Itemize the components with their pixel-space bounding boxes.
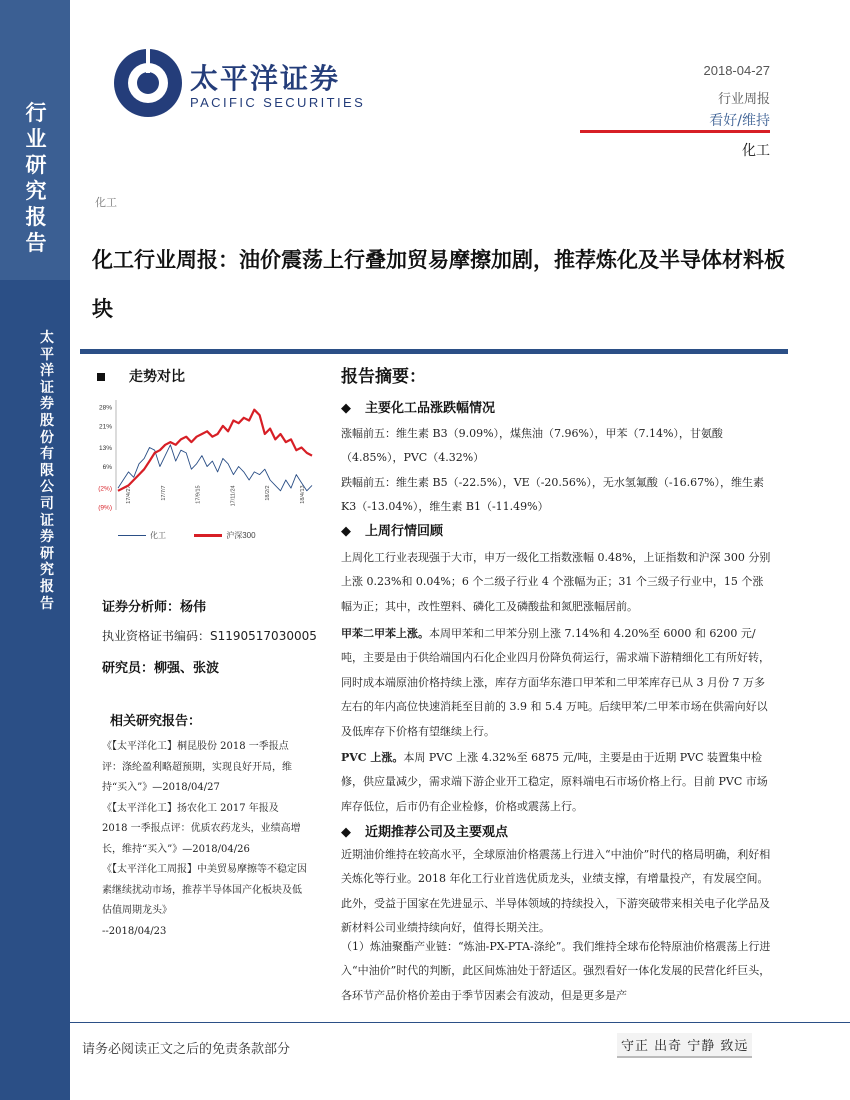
breadcrumb: 化工 (95, 196, 117, 209)
series-line-1 (118, 410, 312, 491)
toluene-lead: 甲苯二甲苯上涨。 (341, 627, 429, 640)
related-report-item[interactable]: 《【太平洋化工】桐昆股份 2018 一季报点评：涤纶盈利略超预期，实现良好开局，维持“买入”》—2018/04/27 (102, 741, 292, 793)
toluene-text: 本周甲苯和二甲苯分别上涨 7.14%和 4.20%至 6000 和 6200 元/吨，主要是由于供给端国内石化企业四月份降负荷运行，需求端下游精细化工有所好转，同时成本端原油价格持续上涨，库存方面华东港口甲苯和二甲苯库存已从 3 月份 7 万多左右的年内高位快速消耗至目前的 3.9 和 5.4 万吨。后续甲苯/二甲苯市场在供需向好以及低库存下价格有望继续上行。 (341, 627, 770, 738)
x-tick-label: 17/9/15 (195, 485, 202, 504)
researchers: 研究员：柳强、张波 (102, 661, 220, 676)
page-title: 化工行业周报：油价震荡上行叠加贸易摩擦加剧，推荐炼化及半导体材料板块 (92, 248, 785, 321)
legend-swatch-0 (118, 535, 146, 536)
trend-heading-text: 走势对比 (129, 369, 185, 385)
series-line-0 (118, 445, 312, 491)
x-tick-label: 17/11/24 (230, 485, 237, 507)
x-tick-label: 17/7/7 (160, 485, 167, 501)
legend-swatch-1 (194, 534, 222, 537)
x-tick-label: 18/4/13 (300, 485, 306, 504)
section-heading-text: 主要化工品涨跌幅情况 (365, 401, 496, 416)
related-report-item[interactable]: 《【太平洋化工】扬农化工 2017 年报及 2018 一季报点评：优质农药龙头，业绩高增长，维持“买入”》—2018/04/26 (102, 802, 301, 855)
related-reports-list (102, 737, 307, 942)
x-tick-label: 17/4/27 (126, 485, 132, 504)
analyst-cert: 执业资格证书编码：S1190517030005 (102, 629, 317, 643)
header-divider (580, 130, 770, 133)
pvc-text: 本周 PVC 上涨 4.32%至 6875 元/吨，主要是由于近期 PVC 装置集中检修，供应量减少，需求端下游企业开工稳定，原料端电石市场价格上行。目前 PVC 市场库存低位，后市仍有企业检修，价格或震荡上行。 (341, 751, 768, 813)
rating-label: 看好/维持 (709, 113, 770, 129)
footer-divider (70, 1022, 850, 1023)
analyst-name: 证券分析师：杨伟 (102, 600, 207, 615)
square-bullet-icon (97, 373, 105, 381)
pvc-paragraph (341, 746, 773, 819)
company-motto: 守正 出奇 宁静 致远 (617, 1033, 752, 1058)
trend-heading (97, 366, 185, 386)
industry-label: 化工 (742, 143, 770, 159)
market-review-paragraph: 上周化工行业表现强于大市，申万一级化工指数涨幅 0.48%，上证指数和沪深 300 分别上涨 0.23%和 0.04%；6 个二级子行业 4 个涨幅为正；31 个三级子行业中，15 个涨幅为正；其中，改性塑料、磷化工及磷酸盐和氮肥涨幅居前。 (341, 551, 771, 613)
y-tick-label: 13% (98, 445, 112, 453)
y-tick-label: (2%) (98, 485, 112, 493)
refining-paragraph: （1）炼油聚酯产业链：“炼油-PX-PTA-涤纶”。我们维持全球布伦特原油价格震荡上行进入“中油价”时代的判断，此区间炼油处于舒适区。强烈看好一体化发展的民营化纤巨头，各环节产品价格价差由于季节因素会有波动，但是更多是产 (341, 940, 771, 1002)
abstract-heading: 报告摘要： (341, 367, 426, 387)
legend-label-1: 沪深300 (226, 531, 256, 540)
company-name-vertical: 太平洋证券股份有限公司证券研究报告 (40, 330, 54, 612)
section-heading-prices (341, 397, 495, 416)
section-heading-text: 上周行情回顾 (365, 524, 444, 539)
disclaimer-note: 请务必阅读正文之后的免责条款部分 (82, 1042, 291, 1057)
y-tick-label: (9%) (98, 504, 112, 512)
section-heading-text: 近期推荐公司及主要观点 (365, 825, 509, 840)
recommend-paragraph: 近期油价维持在较高水平，全球原油价格震荡上行进入“中油价”时代的格局明确，利好相关炼化等行业。2018 年化工行业首选优质龙头，业绩支撑，有增量投产，有发展空间。此外，受益于国家在先进显示、半导体领域的持续投入，下游突破带来相关电子化学品及新材料公司业绩持续向好，值得长期关注。 (341, 848, 771, 935)
logo-name-en: PACIFIC SECURITIES (190, 95, 366, 110)
x-tick-label: 18/2/2 (265, 485, 272, 501)
report-category-label: 行业研究报告 (25, 101, 47, 255)
report-date: 2018-04-27 (703, 63, 770, 78)
section-heading-review (341, 520, 443, 539)
related-report-item: --2018/04/23 (102, 925, 167, 937)
related-report-item[interactable]: 《【太平洋化工周报】中美贸易摩擦等不稳定因素继续扰动市场，推荐半导体国产化板块及低估值周期龙头》 (102, 864, 307, 916)
y-tick-label: 6% (102, 463, 112, 471)
diamond-bullet-icon: ◆ (341, 401, 351, 416)
y-tick-label: 28% (98, 404, 112, 412)
section-heading-recommend (341, 821, 508, 840)
sidebar (0, 0, 70, 1100)
diamond-bullet-icon: ◆ (341, 524, 351, 539)
legend-label-0: 化工 (150, 531, 166, 540)
toluene-paragraph (341, 622, 773, 744)
logo-icon (88, 15, 188, 140)
pvc-lead: PVC 上涨。 (341, 751, 404, 764)
chart-legend (118, 530, 256, 541)
related-reports-heading: 相关研究报告： (110, 714, 202, 729)
title-divider (80, 349, 788, 354)
price-gainers: 涨幅前五：维生素 B3（9.09%），煤焦油（7.96%），甲苯（7.14%），甘氨酸（4.85%），PVC（4.32%） (341, 427, 723, 465)
y-tick-label: 21% (98, 423, 112, 431)
report-type: 行业周报 (717, 92, 770, 107)
trend-chart (90, 395, 320, 525)
diamond-bullet-icon: ◆ (341, 825, 351, 840)
logo-name-cn: 太平洋证券 (190, 62, 341, 95)
price-losers: 跌幅前五：维生素 B5（-22.5%），VE（-20.56%），无水氢氟酸（-16.67%），维生素 K3（-13.04%），维生素 B1（-11.49%） (341, 476, 765, 514)
